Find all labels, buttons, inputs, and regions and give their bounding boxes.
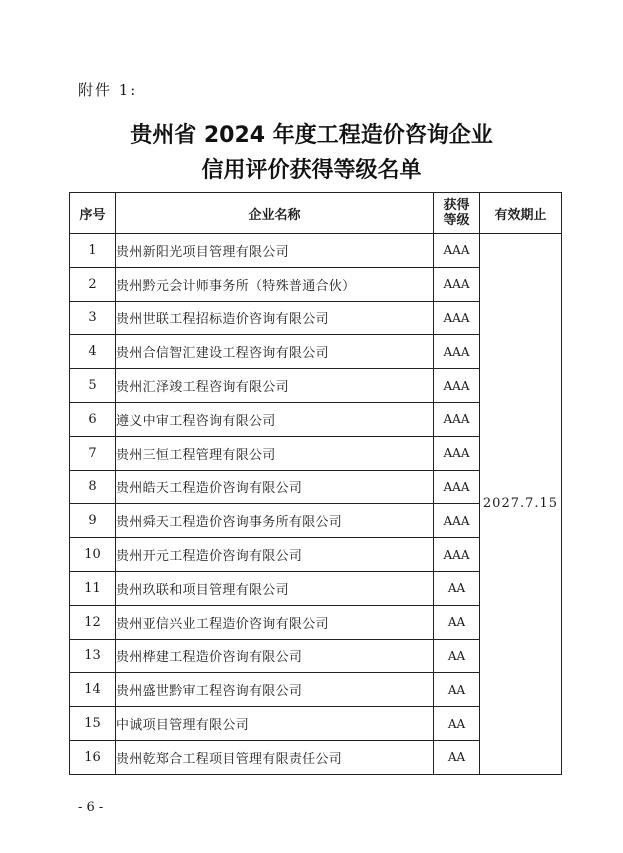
page-number: - 6 -	[78, 800, 104, 815]
company-name: 贵州舜天工程造价咨询事务所有限公司	[116, 504, 434, 538]
credit-level: AA	[434, 673, 480, 707]
credit-level: AA	[434, 571, 480, 605]
credit-level: AAA	[434, 538, 480, 572]
credit-level: AAA	[434, 470, 480, 504]
credit-level: AA	[434, 740, 480, 774]
company-name: 贵州亚信兴业工程造价咨询有限公司	[116, 605, 434, 639]
header-level	[434, 193, 480, 234]
row-number: 14	[70, 673, 116, 707]
header-level-line-2: 等级	[443, 213, 470, 228]
document-title-line-1: 贵州省 2024 年度工程造价咨询企业	[130, 123, 493, 148]
header-company-name: 企业名称	[116, 193, 434, 234]
row-number: 6	[70, 402, 116, 436]
row-number: 13	[70, 639, 116, 673]
attachment-label: 附件 1:	[78, 81, 138, 99]
row-number: 7	[70, 436, 116, 470]
credit-level: AAA	[434, 369, 480, 403]
company-name: 贵州玖联和项目管理有限公司	[116, 571, 434, 605]
row-number: 15	[70, 707, 116, 741]
company-name: 贵州合信智汇建设工程咨询有限公司	[116, 335, 434, 369]
row-number: 16	[70, 740, 116, 774]
row-number: 8	[70, 470, 116, 504]
expiry-date: 2027.7.15	[480, 234, 562, 775]
credit-level: AAA	[434, 504, 480, 538]
credit-level: AAA	[434, 335, 480, 369]
credit-level: AAA	[434, 436, 480, 470]
company-name: 贵州世联工程招标造价咨询有限公司	[116, 301, 434, 335]
rating-table	[69, 192, 562, 775]
company-name: 贵州乾郑合工程项目管理有限责任公司	[116, 740, 434, 774]
credit-level: AA	[434, 605, 480, 639]
company-name: 贵州皓天工程造价咨询有限公司	[116, 470, 434, 504]
row-number: 10	[70, 538, 116, 572]
table-body	[70, 234, 562, 775]
table-row	[70, 234, 562, 268]
company-name: 遵义中审工程咨询有限公司	[116, 402, 434, 436]
row-number: 2	[70, 267, 116, 301]
credit-level: AA	[434, 639, 480, 673]
credit-level: AAA	[434, 301, 480, 335]
row-number: 4	[70, 335, 116, 369]
row-number: 12	[70, 605, 116, 639]
company-name: 贵州开元工程造价咨询有限公司	[116, 538, 434, 572]
header-level-line-1: 获得	[443, 198, 470, 213]
table-header-row	[70, 193, 562, 234]
row-number: 1	[70, 234, 116, 268]
document-title-line-2: 信用评价获得等级名单	[201, 158, 422, 183]
credit-level: AA	[434, 707, 480, 741]
header-expiry: 有效期止	[480, 193, 562, 234]
credit-level: AAA	[434, 267, 480, 301]
company-name: 贵州新阳光项目管理有限公司	[116, 234, 434, 268]
company-name: 贵州桦建工程造价咨询有限公司	[116, 639, 434, 673]
company-name: 中诚项目管理有限公司	[116, 707, 434, 741]
row-number: 5	[70, 369, 116, 403]
row-number: 11	[70, 571, 116, 605]
company-name: 贵州汇泽竣工程咨询有限公司	[116, 369, 434, 403]
company-name: 贵州三恒工程管理有限公司	[116, 436, 434, 470]
company-name: 贵州黔元会计师事务所（特殊普通合伙）	[116, 267, 434, 301]
company-name: 贵州盛世黔审工程咨询有限公司	[116, 673, 434, 707]
row-number: 9	[70, 504, 116, 538]
header-no: 序号	[70, 193, 116, 234]
credit-level: AAA	[434, 402, 480, 436]
row-number: 3	[70, 301, 116, 335]
credit-level: AAA	[434, 234, 480, 268]
